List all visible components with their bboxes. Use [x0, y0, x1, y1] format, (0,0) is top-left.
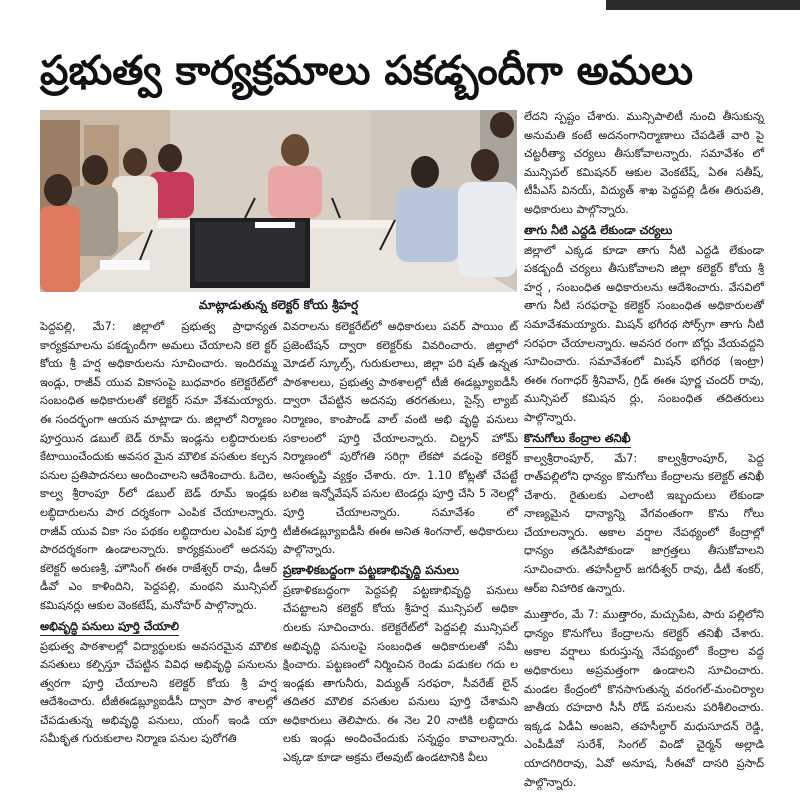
- article-column-2: [283, 318, 518, 773]
- photo-caption: మాట్లాడుతున్న కలెక్టర్ కోయ శ్రీహర్ష: [198, 298, 359, 312]
- column1-paragraph-1: పెద్దపల్లి, మే7: జిల్లాలో ప్రభుత్వ ప్రాధాన్యత కార్యక్రమాలను పకడ్బందీగా అమలు చేయాలని కలె క్టర్ కోయ శ్రీ హర్ష అధికారులను సూచించారు. ఇందిరమ్మ ఇండ్లు, రాజీవ్ యువ వికాసంపై బుధవారం కలెక్టరేట్‌లో సంబంధిత అధికారులతో కలెక్టర్ సమా వేశమయ్యారు. ఈ సందర్భంగా ఆయన మాట్లాడా రు. జిల్లాలో నిర్మాణం పూర్తయిన డబుల్ బెడ్ రూమ్ ఇండ్లను లబ్ధిదారులకు కేటాయించేందుకు అవసర మైన మౌలిక వసతుల కల్పన పనుల ప్రతిపాదనలు అందించాలని ఆదేశించారు. ఓదెల, కాల్వ శ్రీరాంపూ ర్‌లో డబుల్ బెడ్ రూమ్ ఇండ్లకు లబ్ధిదారులను పార దర్శకంగా ఎంపిక చేయాలన్నారు. రాజీవ్ యువ వికా సం పథకం లబ్ధిదారుల ఎంపిక పూర్తి పారదర్శకంగా ఉండాలన్నారు. కార్యక్రమంలో అదనపు కలెక్టర్ అరుణశ్రీ, హౌసింగ్ ఈఈ రాజేశ్వర్ రావు, డీఆర్ డీవో ఎం కాళిందిని, పెద్దపల్లి, మంథని మున్సిపల్ కమిషనర్లు ఆకుల వెంకటేష్, మనోహర్ పాల్గొన్నారు.: [40, 320, 277, 612]
- top-bar-left: [0, 0, 606, 10]
- column3-paragraph-2: జిల్లాలో ఎక్కడ కూడా తాగు నీటి ఎద్దడి లేకుండా పకడ్బందీ చర్యలు తీసుకోవాలని జిల్లా కలెక్టర్ కోయ శ్రీ హర్ష , సంబంధిత అధికారులను ఆదేశించారు. వేసవిలో తాగు నీటి సరఫరాపై కలెక్టర్ సంబంధిత అధికారులతో సమావేశమయ్యారు. మిషన్ భగీరథ సోర్స్‌గా తాగు నీటి సరఫరా చేయాలన్నారు. అవసర రంగా బోర్లు వేయవద్దని సూచించారు. సమావేశంలో మిషన్ భగీరథ (ఇంట్రా) ఈఈ గంగాధర్ శ్రీనివాస్, గ్రిడ్ ఈఈ పూర్ణ చందర్ రావు, మున్సిపల్ కమిషన ర్లు, సంబంధిత తదితరులు పాల్గొన్నారు.: [524, 243, 764, 424]
- article-column-3: [524, 108, 764, 789]
- top-bar: [0, 0, 800, 10]
- meeting-photo: [40, 110, 517, 292]
- column3-paragraph-4: ముత్తారం, మే 7: ముత్తారం, మచ్చుపేట, పారు పల్లిలోని ధాన్యం కొనుగోలు కేంద్రాలను కలెక్టర్ తనిఖీ చేశారు. అకాల వర్షాలు కురుస్తున్న నేపథ్యంలో కేంద్రాల వద్ద అధికారులు అప్రమత్తంగా ఉండాలని సూచించారు. మండల కేంద్రంలో కొనసాగుతున్న వరంగల్-మంచిర్యాల జాతీయ రహదారి సీసీ రోడ్ పనులను పరిశీలించారు. ఇక్కడ ఏడీఏ అంజని, తహసీల్దార్ మధుసూదన్ రెడ్డి, ఎంపీడీవో సురేశ్, సింగల్ విండో చైర్మన్ అల్లాడి యాదగిరిరావు, ఏవో అనూష, సీఈవో దాసరి ప్రసాద్ పాల్గొన్నారు.: [524, 608, 764, 789]
- subheading-drinking-water: తాగు నీటి ఎద్దడి లేకుండా చర్యలు: [524, 221, 672, 240]
- column3-paragraph-1: లేదని స్పష్టం చేశారు. మున్సిపాలిటీ నుంచి తీసుకున్న అనుమతి కంటే అదనంగానిర్మాణాలు చేపడితే వారి పై చట్టరీత్యా చర్యలు తీసుకోవాలన్నారు. సమావేశం లో మున్సిపల్ కమిషనర్ ఆకుల వెంకటేష్, ఏఈ సతీష్, టీపీఎస్ వినయ్, విద్యుత్ శాఖ పెద్దపల్లి డీఈ తిరుపతి, అధికారులు పాల్గొన్నారు.: [524, 110, 764, 216]
- column2-paragraph-2: ప్రణాళికబద్ధంగా పెద్దపల్లి పట్టణాభివృద్ధి పనులు చేపట్టాలని కలెక్టర్ కోయ శ్రీహర్ష మున్సిపల్ అధికా రులకు సూచించారు. కలెక్టరేట్‌లో పెద్దపల్లి మున్సిపల్ అభివృద్ధి పనులపై సంబంధిత అధికారులతో సమీ క్షించారు. పట్టణంలో నిర్మించిన రెండు పడుకల గదు ల ఇండ్లకు తాగునీరు, విద్యుత్ సరఫరా, సీవరేజ్ లైన్ తదితర మౌలిక వసతుల పనులు పూర్తి చేశామని అధికారులు తెలిపారు. ఈ నెల 20 నాటికి లబ్ధిదారు లకు ఇండ్లు అందించేందుకు సన్నద్ధం కావాలన్నారు. ఎక్కడా కూడా అక్రమ లేఅవుట్ ఉండటానికి వీలు: [283, 583, 518, 765]
- subheading-urban-development: ప్రణాళికబద్ధంగా పట్టణాభివృద్ధి పనులు: [283, 561, 459, 580]
- column1-paragraph-2: ప్రభుత్వ పాఠశాలల్లో విద్యార్థులకు అవసరమైన మౌలిక వసతులు కల్పిస్తూ చేపట్టిన వివిధ అభివృద్ధి పనులను త్వరగా పూర్తి చేయాలని కలెక్టర్ కోయ శ్రీ హర్ష ఆదేశించారు. టీజీఈడబ్ల్యూఐడీసీ ద్వారా పాఠ శాలల్లో చేపడుతున్న అభివృద్ధి పనులు, యంగ్ ఇండి యా సమీకృత గురుకులాల నిర్మాణ పనుల పురోగతి: [40, 639, 277, 746]
- subheading-development-works: అభివృద్ధి పనులు పూర్తి చేయాలి: [40, 617, 179, 636]
- meeting-photo-illustration: [40, 110, 517, 292]
- article-column-1: [40, 318, 277, 773]
- top-bar-right: [606, 0, 800, 10]
- subheading-procurement-inspection: కొనుగోలు కేంద్రాల తనిఖీ: [524, 429, 631, 448]
- column3-paragraph-3: కాల్వశ్రీరాంపూర్, మే7: కాల్వశ్రీరాంపూర్, పెద్ద రాత్‌పల్లిలోని ధాన్యం కొనుగోలు కేంద్రాలను కలెక్టర్ తనిఖీ చేశారు. రైతులకు ఎలాంటి ఇబ్బందులు లేకుండా నాణ్యమైన ధాన్యాన్ని వేగవంతంగా కొను గోలు చేయాలన్నారు. అకాల వర్షాల నేపథ్యంలో కేంద్రాల్లో ధాన్యం తడిసిపోకుండా జాగ్రత్తలు తీసుకోవాలని సూచించారు. తహసీల్దార్ జగదీశ్వర్ రావు, డీటీ శంకర్, ఆర్ఐ నిహారిక ఉన్నారు.: [524, 451, 764, 595]
- headline: ప్రభుత్వ కార్యక్రమాలు పకడ్బందీగా అమలు: [40, 48, 694, 94]
- column2-paragraph-1: వివరాలను కలెక్టరేట్‌లో అధికారులు పవర్ పాయిం ట్ ప్రజెంటేషన్ ద్వారా కలెక్టర్‌కు వివరించారు. జిల్లాలో మోడల్ స్కూల్స్, గురుకులాలు, జిల్లా పరి షత్ ఉన్నత పాఠశాలలు, ప్రభుత్వ పాఠశాలల్లో టీజీ ఈడబ్ల్యూఐడీసీ ద్వారా చేపట్టిన అదనపు తరగతులు, సైన్స్ ల్యాబ్ నిర్మాణం, కాంపౌండ్ వాల్ వంటి అభి వృద్ధి పనులు సకాలంలో పూర్తి చేయాలన్నారు. చిల్డ్రన్ హోమ్ నిర్మాణంలో పురోగతి సరిగ్గా లేకపో వడంపై కలెక్టర్ అసంతృప్తి వ్యక్తం చేశారు. రూ. 1.10 కోట్లతో చేపట్టే బలిజ ఇన్నోవేషన్ పనుల టెండర్లు పూర్తి చేసి 5 నెలల్లో పూర్తి చేయాలన్నారు. సమావేశం లో టీజీఈడబ్ల్యూఐడీసీ ఈఈ అనిత శింగనాల్, అధికారులు పాల్గొన్నారు.: [283, 320, 518, 557]
